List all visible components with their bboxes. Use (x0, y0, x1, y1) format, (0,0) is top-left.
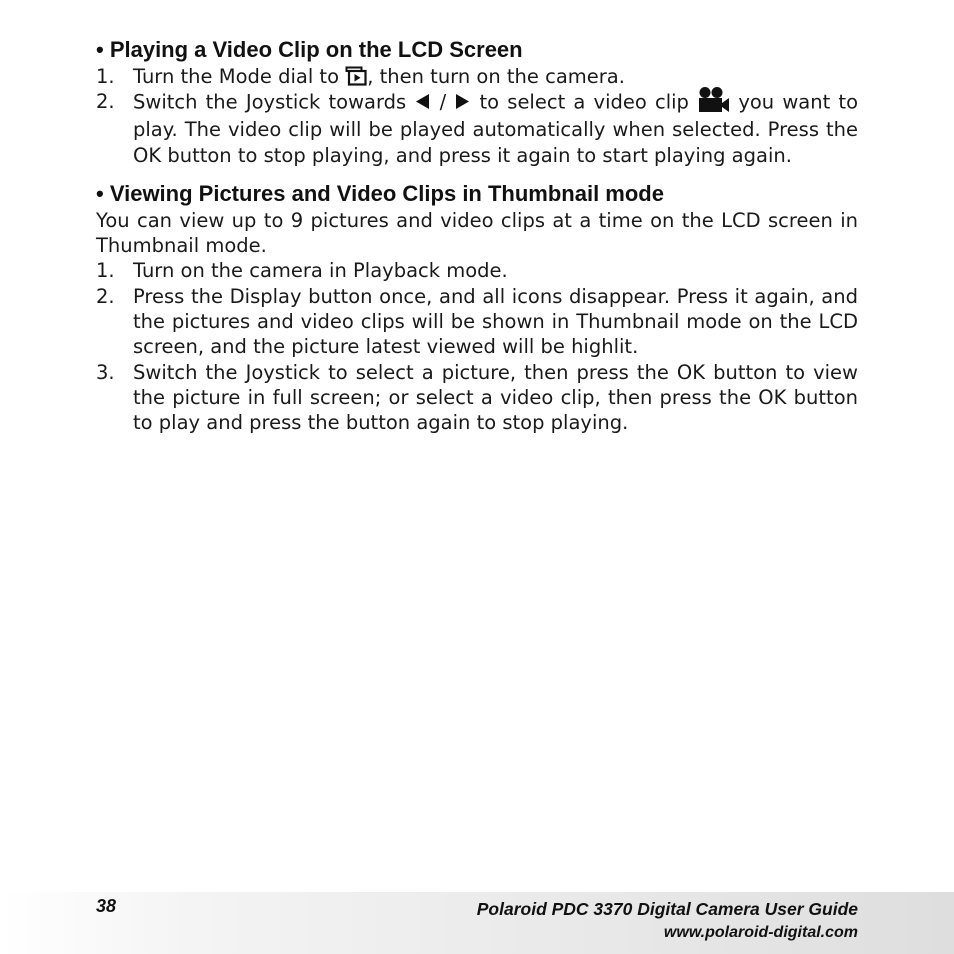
step-text: Press the Display button once, and all icons disappear. Press it again, and the pictures and video clips will be shown in Thumbnail mode on the LCD screen, and the picture latest viewed will be highlit. (133, 284, 858, 359)
page-content (96, 36, 858, 436)
thumbnail-steps (96, 258, 858, 435)
section-heading-playing-video: • Playing a Video Clip on the LCD Screen (96, 37, 523, 62)
playback-mode-icon (345, 66, 367, 86)
page-number: 38 (96, 896, 117, 916)
step-text: Switch the Joystick towards (133, 90, 415, 114)
step-text-end: , then turn on the camera. (367, 65, 625, 88)
playing-video-steps (96, 64, 858, 168)
video-camera-icon (697, 86, 730, 114)
step-text: Turn on the camera in Playback mode. (133, 259, 508, 283)
step-number: 2. (96, 284, 115, 308)
step-number: 1. (96, 65, 115, 88)
list-item (96, 284, 858, 360)
step-text-end: you want to play. The video clip will be played automatically when selected. Press the OK button to stop playing, and press it again to start playing again. (133, 90, 858, 167)
website-link[interactable]: www.polaroid-digital.com (663, 924, 858, 941)
section-heading-thumbnail-mode: • Viewing Pictures and Video Clips in Thumbnail mode (96, 180, 664, 206)
list-item (96, 89, 858, 168)
step-text-middle: to select a video clip (471, 90, 698, 114)
list-item (96, 64, 858, 89)
step-number: 2. (96, 90, 115, 114)
guide-title: Polaroid PDC 3370 Digital Camera User Guide (476, 899, 858, 919)
list-item (96, 360, 858, 436)
slash-text: / (431, 90, 455, 114)
step-text: Turn the Mode dial to (133, 65, 346, 88)
step-number: 3. (96, 360, 115, 384)
list-item (96, 258, 858, 283)
right-arrow-icon (454, 93, 471, 110)
step-number: 1. (96, 259, 115, 283)
left-arrow-icon (414, 93, 431, 110)
step-text: Switch the Joystick to select a picture, then press the OK button to view the picture in full screen; or select a video clip, then press the OK button to play and press the button again to stop playing. (133, 360, 858, 435)
thumbnail-intro: You can view up to 9 pictures and video clips at a time on the LCD screen in Thumbnail mode. (96, 208, 858, 258)
